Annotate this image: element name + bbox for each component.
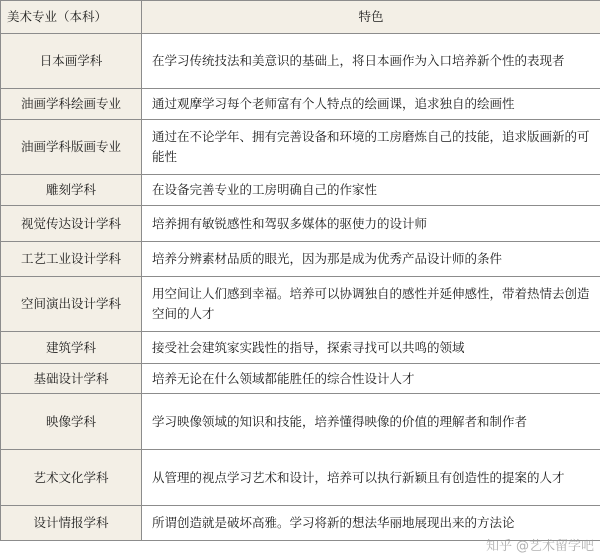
- major-cell: 基础设计学科: [1, 364, 142, 394]
- table-row: [1, 242, 600, 277]
- feature-cell: 培养拥有敏锐感性和驾驭多媒体的驱使力的设计师: [142, 206, 600, 242]
- table-row: [1, 450, 600, 506]
- table-row: [1, 506, 600, 541]
- table-row: [1, 175, 600, 206]
- feature-cell: 培养分辨素材品质的眼光，因为那是成为优秀产品设计师的条件: [142, 242, 600, 277]
- table-row: [1, 89, 600, 120]
- major-cell: 映像学科: [1, 394, 142, 450]
- feature-cell: 所谓创造就是破坏高雅。学习将新的想法华丽地展现出来的方法论: [142, 506, 600, 541]
- table-row: [1, 277, 600, 332]
- feature-cell: 通过在不论学年、拥有完善设备和环境的工房磨炼自己的技能，追求版画新的可能性: [142, 120, 600, 175]
- table-row: [1, 34, 600, 89]
- feature-cell: 培养无论在什么领域都能胜任的综合性设计人才: [142, 364, 600, 394]
- major-cell: 油画学科版画专业: [1, 120, 142, 175]
- major-cell: 视觉传达设计学科: [1, 206, 142, 242]
- table-row: [1, 206, 600, 242]
- major-cell: 建筑学科: [1, 332, 142, 364]
- feature-cell: 学习映像领域的知识和技能，培养懂得映像的价值的理解者和制作者: [142, 394, 600, 450]
- header-feature: 特色: [142, 1, 600, 34]
- watermark-handle: @艺术留学吧: [515, 539, 594, 554]
- feature-cell: 从管理的视点学习艺术和设计，培养可以执行新颖且有创造性的提案的人才: [142, 450, 600, 506]
- watermark-platform: 知乎: [485, 539, 512, 554]
- major-cell: 艺术文化学科: [1, 450, 142, 506]
- feature-cell: 接受社会建筑家实践性的指导，探索寻找可以共鸣的领域: [142, 332, 600, 364]
- feature-cell: 用空间让人们感到幸福。培养可以协调独自的感性并延伸感性，带着热情去创造空间的人才: [142, 277, 600, 332]
- major-cell: 空间演出设计学科: [1, 277, 142, 332]
- feature-cell: 通过观摩学习每个老师富有个人特点的绘画课，追求独自的绘画性: [142, 89, 600, 120]
- table-row: [1, 394, 600, 450]
- table-row: [1, 364, 600, 394]
- major-cell: 日本画学科: [1, 34, 142, 89]
- major-cell: 设计情报学科: [1, 506, 142, 541]
- major-cell: 油画学科绘画专业: [1, 89, 142, 120]
- feature-cell: 在设备完善专业的工房明确自己的作家性: [142, 175, 600, 206]
- major-cell: 雕刻学科: [1, 175, 142, 206]
- table-header-row: [1, 1, 600, 34]
- table-row: [1, 120, 600, 175]
- feature-cell: 在学习传统技法和美意识的基础上，将日本画作为入口培养新个性的表现者: [142, 34, 600, 89]
- major-cell: 工艺工业设计学科: [1, 242, 142, 277]
- table-row: [1, 332, 600, 364]
- header-major: 美术专业（本科）: [1, 1, 142, 34]
